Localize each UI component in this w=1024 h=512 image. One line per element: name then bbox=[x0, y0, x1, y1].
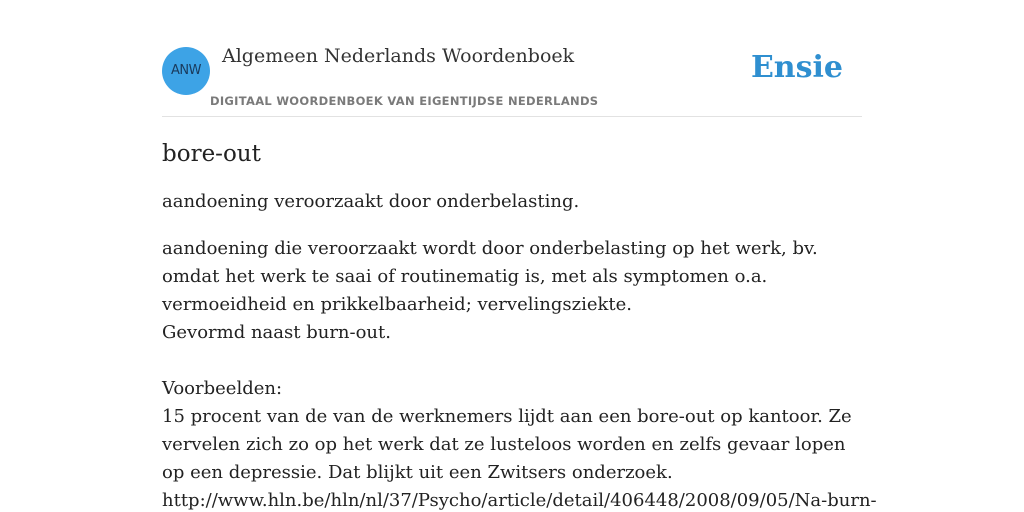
example-text: 15 procent van de van de werknemers lijdt aan een bore-out op kantoor. Ze vervelen zich zo op het werk dat ze lusteloos worden en zelfs gevaar lopen op een depressie. Dat blijkt uit een Zwitsers onderzoek. bbox=[162, 406, 852, 483]
site-header bbox=[162, 0, 862, 117]
anw-logo[interactable]: ANW bbox=[162, 47, 210, 95]
site-subtitle: DIGITAAL WOORDENBOEK VAN EIGENTIJDSE NEDERLANDS bbox=[210, 94, 599, 108]
ensie-brand-link[interactable]: Ensie bbox=[750, 50, 843, 85]
examples-label: Voorbeelden: bbox=[162, 378, 283, 399]
entry-content bbox=[162, 138, 877, 512]
entry-word: bore-out bbox=[162, 141, 261, 167]
site-title[interactable]: Algemeen Nederlands Woordenboek bbox=[222, 45, 575, 67]
long-definition: aandoening die veroorzaakt wordt door onderbelasting op het werk, bv. omdat het werk te saai of routinematig is, met als symptomen o.a. vermoeidheid en prikkelbaarheid; vervelingsziekte. bbox=[162, 238, 818, 315]
origin-note: Gevormd naast burn-out. bbox=[162, 322, 391, 343]
short-definition: aandoening veroorzaakt door onderbelasting. bbox=[162, 191, 580, 212]
example-source-link[interactable]: http://www.hln.be/hln/nl/37/Psycho/article/detail/406448/2008/09/05/Na-burn- bbox=[162, 490, 877, 511]
spacer bbox=[162, 347, 862, 375]
